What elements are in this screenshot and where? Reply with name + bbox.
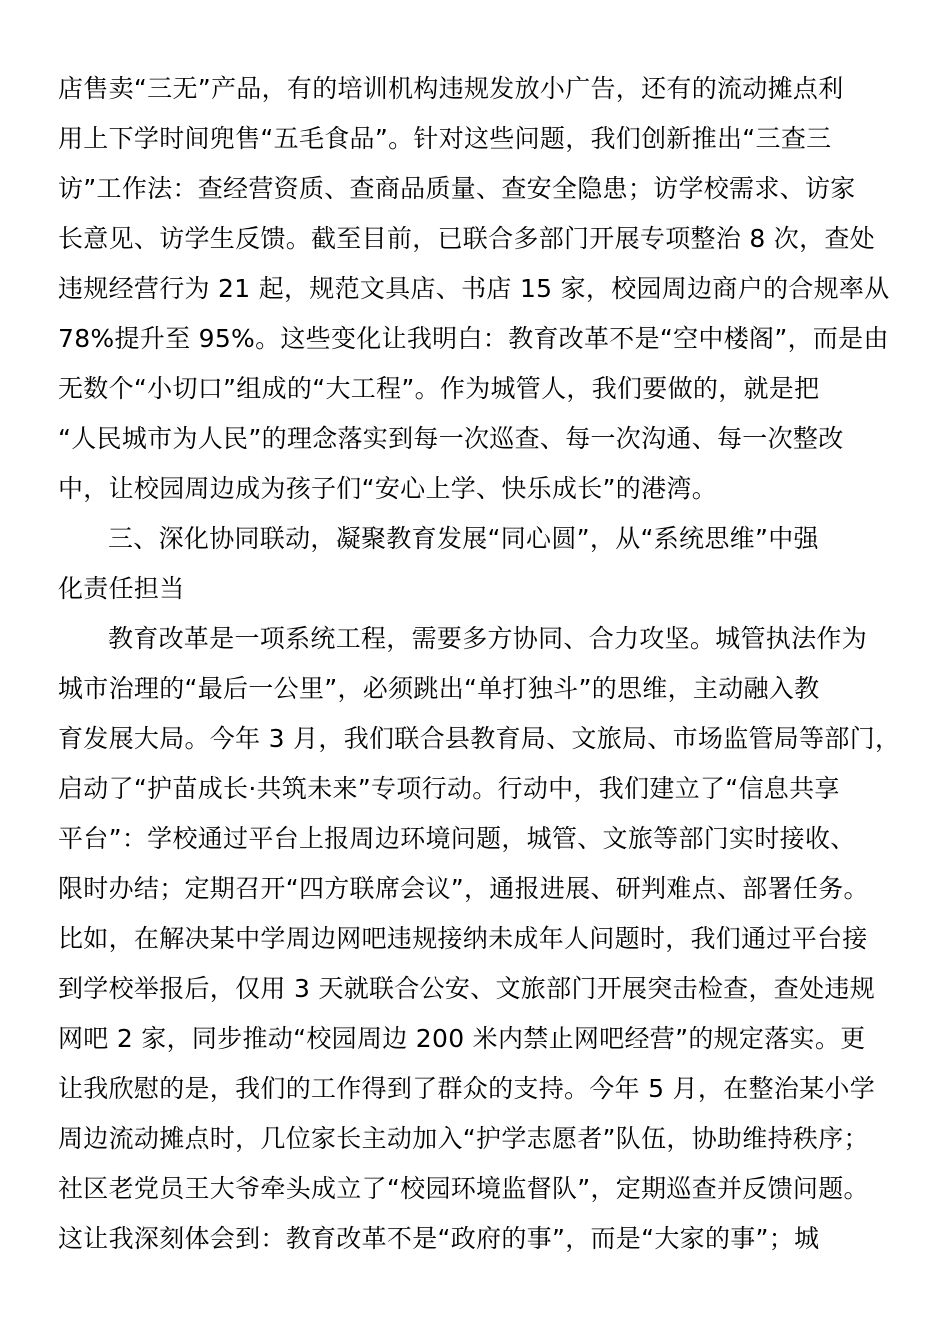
text-line-9: 中，让校园周边成为孩子们“安心上学、快乐成长”的港湾。 <box>58 474 718 503</box>
text-line-23: 社区老党员王大爷牵头成立了“校园环境监督队”，定期巡查并反馈问题。 <box>58 1174 869 1203</box>
text-line-12: 教育改革是一项系统工程，需要多方协同、合力攻坚。城管执法作为 <box>108 624 868 653</box>
text-line-24: 这让我深刻体会到：教育改革不是“政府的事”，而是“大家的事”；城 <box>58 1224 820 1253</box>
text-line-4: 长意见、访学生反馈。截至目前，已联合多部门开展专项整治 8 次，查处 <box>58 224 876 253</box>
text-line-1: 店售卖“三无”产品，有的培训机构违规发放小广告，还有的流动摊点利 <box>58 74 844 103</box>
text-line-6: 78%提升至 95%。这些变化让我明白：教育改革不是“空中楼阁”，而是由 <box>58 324 889 353</box>
text-line-20: 网吧 2 家，同步推动“校园周边 200 米内禁止网吧经营”的规定落实。更 <box>58 1024 866 1053</box>
text-line-21: 让我欣慰的是，我们的工作得到了群众的支持。今年 5 月，在整治某小学 <box>58 1074 876 1103</box>
text-line-18: 比如，在解决某中学周边网吧违规接纳未成年人问题时，我们通过平台接 <box>58 924 868 953</box>
text-line-22: 周边流动摊点时，几位家长主动加入“护学志愿者”队伍，协助维持秩序； <box>58 1124 869 1153</box>
text-line-16: 平台”：学校通过平台上报周边环境问题，城管、文旅等部门实时接收、 <box>58 824 856 853</box>
text-line-3: 访”工作法：查经营资质、查商品质量、查安全隐患；访学校需求、访家 <box>58 174 856 203</box>
text-line-8: “人民城市为人民”的理念落实到每一次巡查、每一次沟通、每一次整改 <box>58 424 844 453</box>
text-line-14: 育发展大局。今年 3 月，我们联合县教育局、文旅局、市场监管局等部门， <box>58 724 901 753</box>
section-heading-line-1: 三、深化协同联动，凝聚教育发展“同心圆”，从“系统思维”中强 <box>108 524 819 553</box>
section-heading-line-2: 化责任担当 <box>58 574 185 603</box>
text-line-5: 违规经营行为 21 起，规范文具店、书店 15 家，校园周边商户的合规率从 <box>58 274 890 303</box>
text-line-17: 限时办结；定期召开“四方联席会议”，通报进展、研判难点、部署任务。 <box>58 874 869 903</box>
text-line-13: 城市治理的“最后一公里”，必须跳出“单打独斗”的思维，主动融入教 <box>58 674 820 703</box>
text-line-7: 无数个“小切口”组成的“大工程”。作为城管人，我们要做的，就是把 <box>58 374 820 403</box>
text-line-15: 启动了“护苗成长·共筑未来”专项行动。行动中，我们建立了“信息共享 <box>58 774 840 803</box>
text-line-2: 用上下学时间兜售“五毛食品”。针对这些问题，我们创新推出“三查三 <box>58 124 832 153</box>
text-line-19: 到学校举报后，仅用 3 天就联合公安、文旅部门开展突击检查，查处违规 <box>58 974 876 1003</box>
